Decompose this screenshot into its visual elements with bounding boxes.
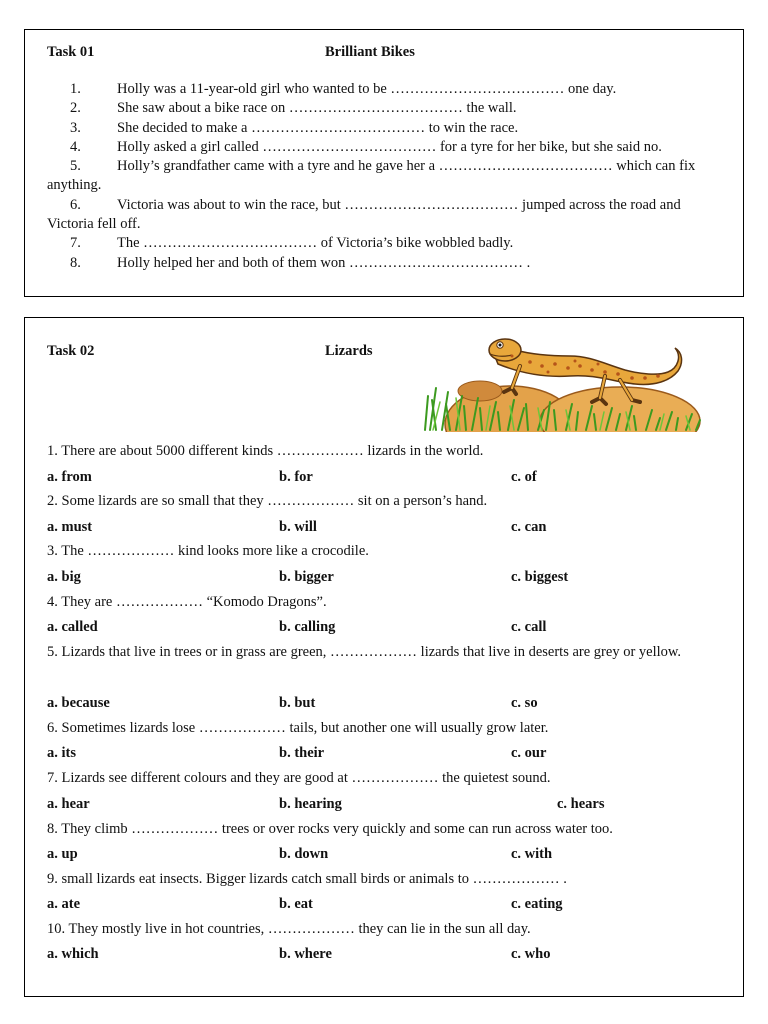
list-item [47,157,717,196]
lizard-illustration [420,326,705,432]
option-4c[interactable]: c. call [511,619,547,635]
item-text: Holly helped her and both of them won ……………………………… . [117,254,531,271]
option-8c[interactable]: c. with [511,846,553,862]
item-text: She saw about a bike race on ……………………………… the wall. [117,100,517,117]
option-8b[interactable]: b. down [279,846,329,862]
task-01-title: Brilliant Bikes [325,44,415,60]
option-2b[interactable]: b. will [279,519,317,535]
task-01-list [47,80,717,273]
question-2: 2. Some lizards are so small that they ……………… sit on a person’s hand. [47,493,488,509]
option-5b[interactable]: b. but [279,695,316,711]
option-9b[interactable]: b. eat [279,896,313,912]
option-7b[interactable]: b. hearing [279,796,342,812]
option-10b[interactable]: b. where [279,946,332,962]
list-item [47,196,717,235]
item-number: 5. [70,158,81,175]
option-9a[interactable]: a. ate [47,896,81,912]
list-item [47,234,717,253]
question-5: 5. Lizards that live in trees or in grass are green, ……………… lizards that live in deserts are grey or yellow. [47,644,682,660]
item-text: Holly’s grandfather came with a tyre and he gave her a ……………………………… which can fix anything. [47,158,696,194]
item-text: The ……………………………… of Victoria’s bike wobbled badly. [117,235,514,252]
option-10a[interactable]: a. which [47,946,99,962]
question-8: 8. They climb ……………… trees or over rocks very quickly and some can run across water too. [47,821,613,837]
item-number: 2. [70,100,81,117]
question-3: 3. The ……………… kind looks more like a crocodile. [47,543,369,559]
question-10: 10. They mostly live in hot countries, ……………… they can lie in the sun all day. [47,921,531,937]
option-7c[interactable]: c. hears [557,796,605,812]
option-6b[interactable]: b. their [279,745,325,761]
list-item [47,254,717,273]
option-1b[interactable]: b. for [279,469,313,485]
question-9: 9. small lizards eat insects. Bigger lizards catch small birds or animals to ……………… . [47,871,567,887]
option-2c[interactable]: c. can [511,519,547,535]
item-number: 1. [70,81,81,97]
option-1a[interactable]: a. from [47,469,92,485]
item-text: Victoria was about to win the race, but ……………………………… jumped across the road and Victoria fell off. [47,196,681,233]
item-number: 8. [70,254,81,271]
list-item [47,80,717,99]
option-8a[interactable]: a. up [47,846,78,862]
option-10c[interactable]: c. who [511,946,551,962]
option-7a[interactable]: a. hear [47,796,90,812]
item-text: Holly was a 11-year-old girl who wanted to be ……………………………… one day. [117,81,617,97]
question-4: 4. They are ……………… “Komodo Dragons”. [47,594,327,610]
item-number: 6. [70,196,81,213]
item-text: Holly asked a girl called ……………………………… for a tyre for her bike, but she said no. [117,138,662,155]
task-02-box [24,317,744,997]
option-3a[interactable]: a. big [47,569,81,585]
option-1c[interactable]: c. of [511,469,537,485]
item-number: 7. [70,235,81,252]
option-6a[interactable]: a. its [47,745,76,761]
list-item [47,138,717,157]
option-2a[interactable]: a. must [47,519,93,535]
option-3b[interactable]: b. bigger [279,569,334,585]
task-01-box [24,29,744,297]
item-number: 4. [70,138,81,155]
item-text: She decided to make a ……………………………… to win the race. [117,119,519,136]
question-6: 6. Sometimes lizards lose ……………… tails, but another one will usually grow later. [47,720,549,736]
task-02-title: Lizards [325,343,373,359]
task-01-label: Task 01 [47,44,95,60]
question-1: 1. There are about 5000 different kinds ……………… lizards in the world. [47,443,484,459]
option-4a[interactable]: a. called [47,619,98,635]
option-9c[interactable]: c. eating [511,896,563,912]
item-number: 3. [70,119,81,136]
list-item [47,99,717,118]
option-5c[interactable]: c. so [511,695,538,711]
lizard-icon [420,326,705,432]
task-02-label: Task 02 [47,343,95,359]
option-3c[interactable]: c. biggest [511,569,569,585]
option-4b[interactable]: b. calling [279,619,336,635]
option-6c[interactable]: c. our [511,745,547,761]
option-5a[interactable]: a. because [47,695,110,711]
question-7: 7. Lizards see different colours and they are good at ……………… the quietest sound. [47,770,551,786]
list-item [47,119,717,138]
